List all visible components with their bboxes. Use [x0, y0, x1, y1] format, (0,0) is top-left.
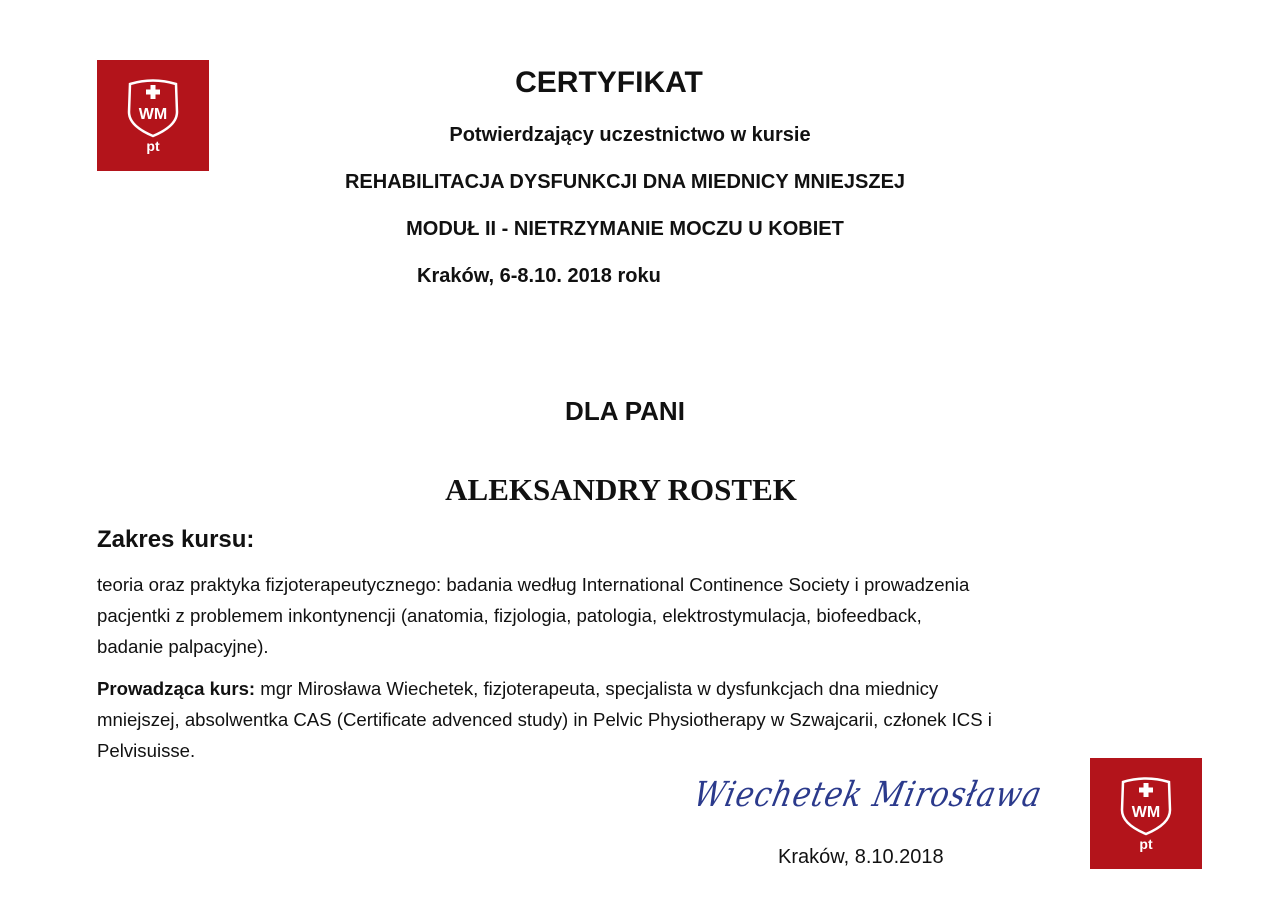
- scope-line: pacjentki z problemem inkontynencji (anatomia, fizjologia, patologia, elektrostymulacja, biofeedback,: [97, 605, 922, 626]
- certificate-title: CERTYFIKAT: [515, 66, 703, 99]
- instructor-label: Prowadząca kurs:: [97, 678, 256, 699]
- shield-logo-icon: [1090, 758, 1202, 869]
- scope-heading: Zakres kursu:: [97, 526, 255, 553]
- course-name: REHABILITACJA DYSFUNKCJI DNA MIEDNICY MNIEJSZEJ: [344, 171, 906, 193]
- recipient-name: ALEKSANDRY ROSTEK: [445, 472, 797, 507]
- svg-text:WM: WM: [1131, 804, 1161, 821]
- instructor-line: mniejszej, absolwentka CAS (Certificate advenced study) in Pelvic Physiotherapy w Szwajcarii, członek ICS i: [97, 709, 992, 730]
- instructor-line: [97, 678, 938, 700]
- course-place-date: Kraków, 6-8.10. 2018 roku: [417, 265, 661, 287]
- instructor-line: Pelvisuisse.: [97, 740, 196, 761]
- svg-text:WM: WM: [138, 106, 168, 123]
- scope-line: badanie palpacyjne).: [97, 636, 269, 657]
- certificate-subtitle: Potwierdzający uczestnictwo w kursie: [449, 124, 811, 146]
- instructor-text: mgr Mirosława Wiechetek, fizjoterapeuta, specjalista w dysfunkcjach dna miednicy: [255, 678, 939, 699]
- svg-text:pt: pt: [1139, 836, 1153, 852]
- svg-text:pt: pt: [146, 138, 160, 154]
- handwritten-signature: Wiechetek Mirosława: [690, 774, 1046, 815]
- recipient-prefix: DLA PANI: [565, 396, 685, 426]
- signature-place-date: Kraków, 8.10.2018: [778, 846, 944, 868]
- wm-pt-logo-bottom: [1090, 758, 1202, 869]
- scope-line: teoria oraz praktyka fizjoterapeutycznego: badania według International Continence Society i prowadzenia: [97, 574, 970, 595]
- module-name: MODUŁ II - NIETRZYMANIE MOCZU U KOBIET: [406, 218, 844, 240]
